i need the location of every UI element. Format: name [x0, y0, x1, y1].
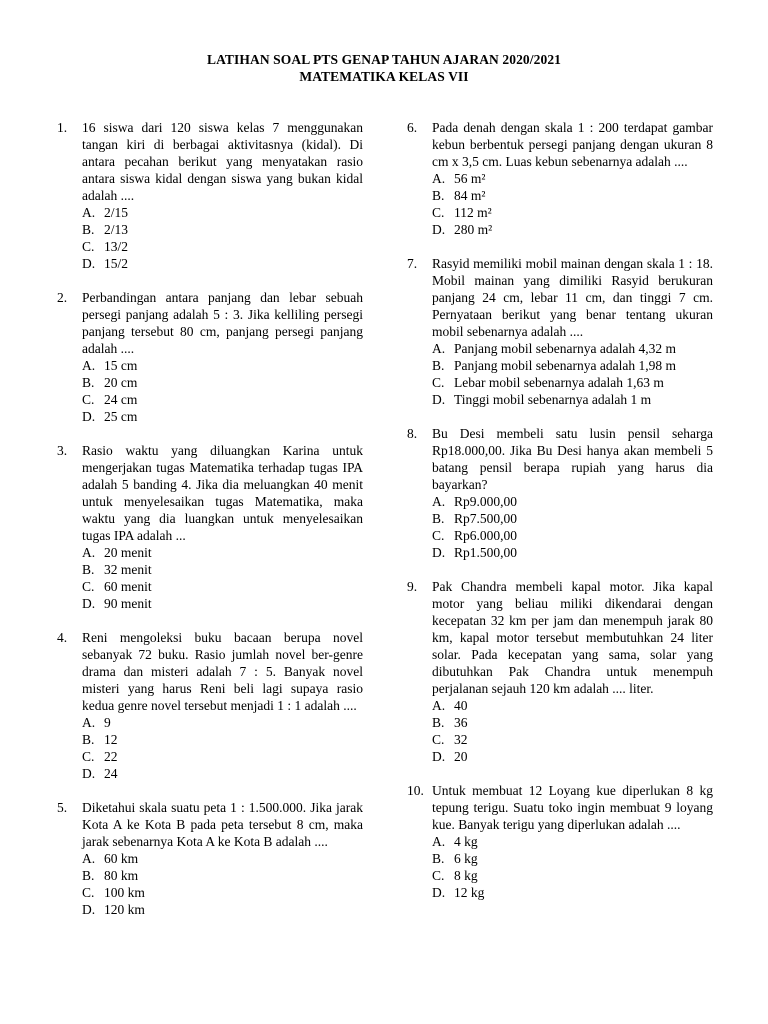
option-letter: B. — [82, 562, 95, 577]
question-10 — [407, 782, 713, 901]
question-number: 6. — [407, 120, 418, 135]
question-8 — [407, 425, 713, 561]
question-text: Bu Desi membeli satu lusin pensil seharga Rp18.000,00. Jika Bu Desi hanya akan membeli 5 batang pensil berapa rupiah yang harus dia bayarkan? — [432, 426, 713, 492]
option-text: 90 menit — [104, 596, 152, 611]
option-text: Lebar mobil sebenarnya adalah 1,63 m — [454, 375, 664, 390]
question-spacer — [407, 238, 713, 255]
option-letter: A. — [82, 545, 96, 560]
option-letter: D. — [82, 902, 96, 917]
answer-option — [432, 714, 713, 731]
option-text: 32 — [454, 732, 468, 747]
answer-options — [82, 357, 363, 425]
question-5 — [57, 799, 363, 918]
option-text: Panjang mobil sebenarnya adalah 4,32 m — [454, 341, 676, 356]
answer-option — [432, 544, 713, 561]
option-letter: A. — [432, 834, 446, 849]
answer-option — [82, 731, 363, 748]
option-text: Tinggi mobil sebenarnya adalah 1 m — [454, 392, 652, 407]
option-text: 84 m² — [454, 188, 486, 203]
option-text: 112 m² — [454, 205, 492, 220]
question-number: 2. — [57, 290, 68, 305]
question-text: Reni mengoleksi buku bacaan berupa novel sebanyak 72 buku. Rasio jumlah novel ber-genre drama dan misteri adalah 7 : 5. Banyak novel misteri yang harus Reni beli lagi supaya rasio kedua genre novel tersebut menjadi 1 : 1 adalah .... — [82, 630, 363, 713]
option-letter: D. — [82, 256, 96, 271]
option-letter: B. — [82, 222, 95, 237]
option-text: 4 kg — [454, 834, 478, 849]
option-letter: C. — [432, 375, 445, 390]
option-letter: A. — [82, 205, 96, 220]
option-text: Rp1.500,00 — [454, 545, 518, 560]
question-text: Rasyid memiliki mobil mainan dengan skala 1 : 18. Mobil mainan yang dimiliki Rasyid berukuran panjang 24 cm, lebar 11 cm, dan tinggi 7 cm. Pernyataan berikut yang benar tentang ukuran mobil sebenarnya adalah .... — [432, 256, 713, 339]
answer-option — [82, 561, 363, 578]
question-spacer — [57, 782, 363, 799]
option-letter: D. — [432, 545, 446, 560]
answer-option — [432, 510, 713, 527]
answer-option — [432, 357, 713, 374]
option-letter: C. — [432, 205, 445, 220]
answer-option — [82, 578, 363, 595]
answer-option — [82, 595, 363, 612]
option-letter: D. — [432, 885, 446, 900]
question-spacer — [57, 425, 363, 442]
option-text: 24 — [104, 766, 118, 781]
option-text: 36 — [454, 715, 468, 730]
option-text: 12 kg — [454, 885, 485, 900]
option-letter: C. — [82, 749, 95, 764]
answer-option — [82, 714, 363, 731]
answer-option — [82, 901, 363, 918]
question-number: 9. — [407, 579, 418, 594]
answer-option — [432, 748, 713, 765]
option-letter: C. — [432, 732, 445, 747]
question-text: Diketahui skala suatu peta 1 : 1.500.000. Jika jarak Kota A ke Kota B pada peta tersebut 8 cm, maka jarak sebenarnya Kota A ke Kota B adalah .... — [82, 800, 363, 849]
option-letter: A. — [432, 494, 446, 509]
question-4 — [57, 629, 363, 782]
option-letter: C. — [432, 528, 445, 543]
option-text: 56 m² — [454, 171, 486, 186]
answer-options — [82, 544, 363, 612]
answer-option — [432, 187, 713, 204]
answer-option — [82, 357, 363, 374]
option-text: 60 km — [104, 851, 139, 866]
option-letter: B. — [432, 188, 445, 203]
option-text: 9 — [104, 715, 111, 730]
option-text: 100 km — [104, 885, 145, 900]
answer-option — [432, 374, 713, 391]
question-spacer — [407, 765, 713, 782]
answer-option — [82, 238, 363, 255]
option-letter: B. — [432, 511, 445, 526]
option-letter: D. — [432, 392, 446, 407]
question-number: 7. — [407, 256, 418, 271]
question-text: Rasio waktu yang diluangkan Karina untuk mengerjakan tugas Matematika terhadap tugas IPA adalah 5 banding 4. Jika dia meluangkan 40 menit untuk menyelesaikan tugas Matematika, maka waktu yang dia luangkan untuk menyelesaikan tugas IPA adalah ... — [82, 443, 363, 543]
answer-options — [432, 340, 713, 408]
question-number: 1. — [57, 120, 68, 135]
option-text: 8 kg — [454, 868, 478, 883]
option-text: 80 km — [104, 868, 139, 883]
option-letter: A. — [82, 358, 96, 373]
option-letter: C. — [82, 579, 95, 594]
answer-option — [82, 374, 363, 391]
question-number: 3. — [57, 443, 68, 458]
question-number: 5. — [57, 800, 68, 815]
answer-options — [82, 204, 363, 272]
option-text: 20 cm — [104, 375, 138, 390]
option-text: 40 — [454, 698, 468, 713]
answer-option — [82, 221, 363, 238]
answer-options — [432, 833, 713, 901]
page-subtitle: MATEMATIKA KELAS VII — [299, 69, 469, 84]
question-spacer — [57, 612, 363, 629]
option-letter: A. — [432, 698, 446, 713]
option-letter: A. — [82, 715, 96, 730]
option-text: Rp6.000,00 — [454, 528, 518, 543]
answer-option — [432, 391, 713, 408]
option-letter: D. — [82, 766, 96, 781]
option-letter: D. — [432, 222, 446, 237]
question-1 — [57, 119, 363, 272]
answer-option — [432, 493, 713, 510]
option-text: 25 cm — [104, 409, 138, 424]
option-letter: B. — [432, 358, 445, 373]
option-letter: B. — [82, 732, 95, 747]
option-letter: B. — [82, 375, 95, 390]
question-3 — [57, 442, 363, 612]
answer-option — [82, 204, 363, 221]
option-letter: A. — [432, 341, 446, 356]
question-6 — [407, 119, 713, 238]
answer-option — [432, 170, 713, 187]
option-text: Rp9.000,00 — [454, 494, 518, 509]
option-text: 2/15 — [104, 205, 129, 220]
option-letter: B. — [432, 851, 445, 866]
right-column — [407, 119, 713, 901]
question-number: 10. — [407, 783, 424, 798]
question-spacer — [57, 272, 363, 289]
option-text: Panjang mobil sebenarnya adalah 1,98 m — [454, 358, 676, 373]
option-letter: D. — [82, 409, 96, 424]
answer-option — [432, 697, 713, 714]
option-letter: D. — [82, 596, 96, 611]
answer-option — [82, 408, 363, 425]
option-text: 20 menit — [104, 545, 152, 560]
answer-option — [82, 765, 363, 782]
option-letter: C. — [432, 868, 445, 883]
question-text: Perbandingan antara panjang dan lebar sebuah persegi panjang adalah 5 : 3. Jika kelliling persegi panjang tersebut 80 cm, panjang persegi panjang adalah .... — [82, 290, 363, 356]
answer-option — [432, 867, 713, 884]
option-text: 24 cm — [104, 392, 138, 407]
question-number: 8. — [407, 426, 418, 441]
option-text: 13/2 — [104, 239, 129, 254]
option-text: 6 kg — [454, 851, 478, 866]
option-letter: B. — [432, 715, 445, 730]
option-text: 60 menit — [104, 579, 152, 594]
option-letter: D. — [432, 749, 446, 764]
answer-option — [432, 884, 713, 901]
question-2 — [57, 289, 363, 425]
answer-options — [432, 697, 713, 765]
option-text: 22 — [104, 749, 118, 764]
question-9 — [407, 578, 713, 765]
answer-option — [82, 255, 363, 272]
answer-option — [432, 833, 713, 850]
option-letter: C. — [82, 885, 95, 900]
option-text: 15 cm — [104, 358, 138, 373]
answer-option — [432, 731, 713, 748]
question-text: 16 siswa dari 120 siswa kelas 7 menggunakan tangan kiri di berbagai aktivitasnya (kidal). Di antara pecahan berikut yang menyatakan rasio antara siswa kidal dengan siswa yang bukan kidal adalah .... — [82, 120, 363, 203]
option-text: 20 — [454, 749, 468, 764]
answer-option — [432, 204, 713, 221]
answer-option — [82, 544, 363, 561]
answer-option — [82, 884, 363, 901]
answer-option — [432, 850, 713, 867]
question-text: Pak Chandra membeli kapal motor. Jika kapal motor yang beliau miliki dikendarai dengan kecepatan 32 km per jam dan menempuh jarak 80 km, kapal motor tersebut membutuhkan 24 liter solar. Pada kecepatan yang sama, solar yang dibutuhkan Pak Chandra untuk menempuh perjalanan sejauh 120 km adalah .... liter. — [432, 579, 713, 696]
option-text: 280 m² — [454, 222, 493, 237]
question-text: Pada denah dengan skala 1 : 200 terdapat gambar kebun berbentuk persegi panjang dengan ukuran 8 cm x 3,5 cm. Luas kebun sebenarnya adalah .... — [432, 120, 713, 169]
option-text: 12 — [104, 732, 118, 747]
question-number: 4. — [57, 630, 68, 645]
option-text: 15/2 — [104, 256, 129, 271]
option-text: Rp7.500,00 — [454, 511, 518, 526]
left-column — [57, 119, 363, 918]
answer-option — [82, 748, 363, 765]
option-letter: C. — [82, 392, 95, 407]
answer-option — [82, 391, 363, 408]
question-spacer — [407, 408, 713, 425]
question-spacer — [407, 561, 713, 578]
option-letter: A. — [82, 851, 96, 866]
question-text: Untuk membuat 12 Loyang kue diperlukan 8 kg tepung terigu. Suatu toko ingin membuat 9 loyang kue. Banyak terigu yang diperlukan adalah .... — [432, 783, 713, 832]
answer-option — [82, 867, 363, 884]
answer-option — [432, 340, 713, 357]
answer-options — [82, 850, 363, 918]
option-letter: C. — [82, 239, 95, 254]
option-text: 32 menit — [104, 562, 152, 577]
answer-options — [432, 493, 713, 561]
answer-option — [432, 221, 713, 238]
answer-options — [82, 714, 363, 782]
answer-option — [432, 527, 713, 544]
option-text: 2/13 — [104, 222, 129, 237]
answer-options — [432, 170, 713, 238]
question-7 — [407, 255, 713, 408]
option-letter: A. — [432, 171, 446, 186]
page-title: LATIHAN SOAL PTS GENAP TAHUN AJARAN 2020/2021 — [206, 52, 562, 67]
answer-option — [82, 850, 363, 867]
option-text: 120 km — [104, 902, 145, 917]
option-letter: B. — [82, 868, 95, 883]
